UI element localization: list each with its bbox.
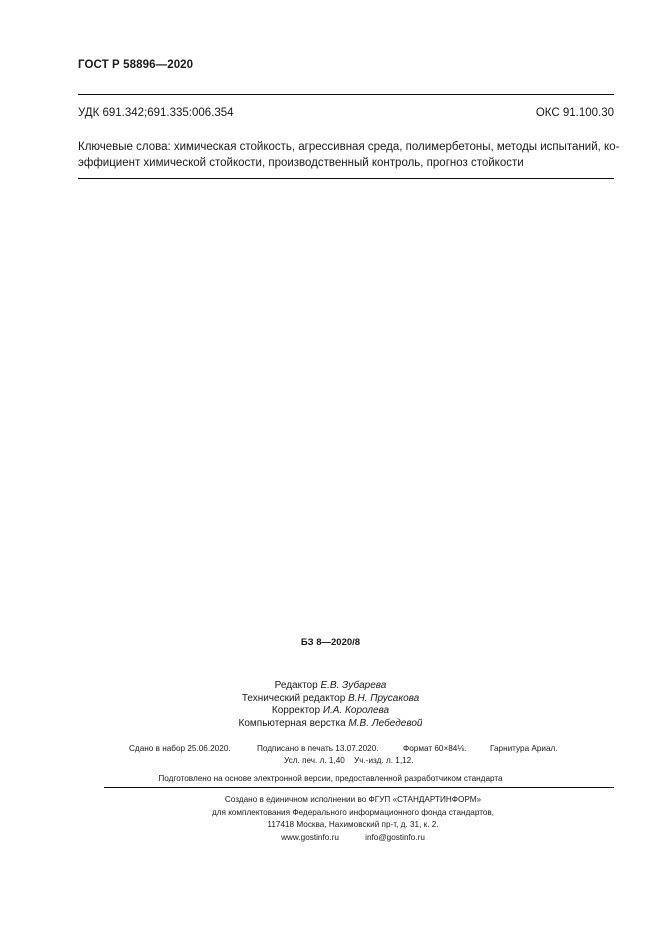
credit-name: Е.В. Зубарева: [320, 680, 387, 691]
keywords-line-2: эффициент химической стойкости, производственный контроль, прогноз стойкости: [78, 157, 524, 169]
credits-block: [0, 680, 661, 730]
website-link[interactable]: www.gostinfo.ru: [281, 832, 339, 842]
bz-number: БЗ 8—2020/8: [300, 637, 361, 648]
divider-top: [78, 94, 614, 95]
document-code: ГОСТ Р 58896—2020: [78, 59, 194, 71]
publishing-sheets: Уч.-изд. л. 1,12.: [354, 756, 414, 765]
email-link[interactable]: info@gostinfo.ru: [365, 832, 425, 842]
credit-layout: [0, 718, 661, 731]
divider-keywords: [78, 178, 614, 179]
credit-name: В.Н. Прусакова: [348, 692, 420, 704]
credit-editor: [0, 680, 661, 693]
credit-tech-editor: [0, 693, 661, 706]
footer-line-2: для комплектования Федерального информационного фонда стандартов,: [211, 807, 495, 817]
udk-code: УДК 691.342;691.335:006.354: [78, 107, 234, 119]
footer-line-1: Создано в единичном исполнении во ФГУП «СТАНДАРТИНФОРМ»: [224, 795, 482, 804]
credit-proofreader: [0, 705, 661, 718]
paper-format: Формат 60×84⅛.: [403, 744, 467, 753]
footer-address: 117418 Москва, Нахимовский пр-т, д. 31, к. 2.: [267, 820, 439, 829]
prepared-note: Подготовлено на основе электронной версии, предоставленной разработчиком стандарта: [158, 774, 503, 783]
sent-to-typeset: Сдано в набор 25.06.2020.: [129, 744, 231, 753]
credit-role: Редактор: [274, 680, 318, 691]
credit-role: Компьютерная верстка: [238, 717, 346, 729]
credit-name: М.В. Лебедевой: [348, 717, 423, 729]
divider-footer: [104, 787, 614, 788]
credit-name: И.А. Королева: [322, 705, 390, 716]
printed-sheets: Усл. печ. л. 1,40: [284, 756, 345, 765]
credit-role: Корректор: [271, 705, 321, 716]
keywords-block: [78, 139, 620, 171]
signed-for-print: Подписано в печать 13.07.2020.: [257, 744, 379, 753]
publisher-footer: [0, 794, 661, 844]
footer-contacts: [0, 832, 661, 845]
keywords-line-1: Ключевые слова: химическая стойкость, агрессивная среда, полимербетоны, методы испытаний, ко-: [78, 141, 620, 153]
credit-role: Технический редактор: [241, 692, 346, 704]
oks-code: ОКС 91.100.30: [535, 107, 614, 119]
typeface: Гарнитура Ариал.: [490, 744, 558, 753]
